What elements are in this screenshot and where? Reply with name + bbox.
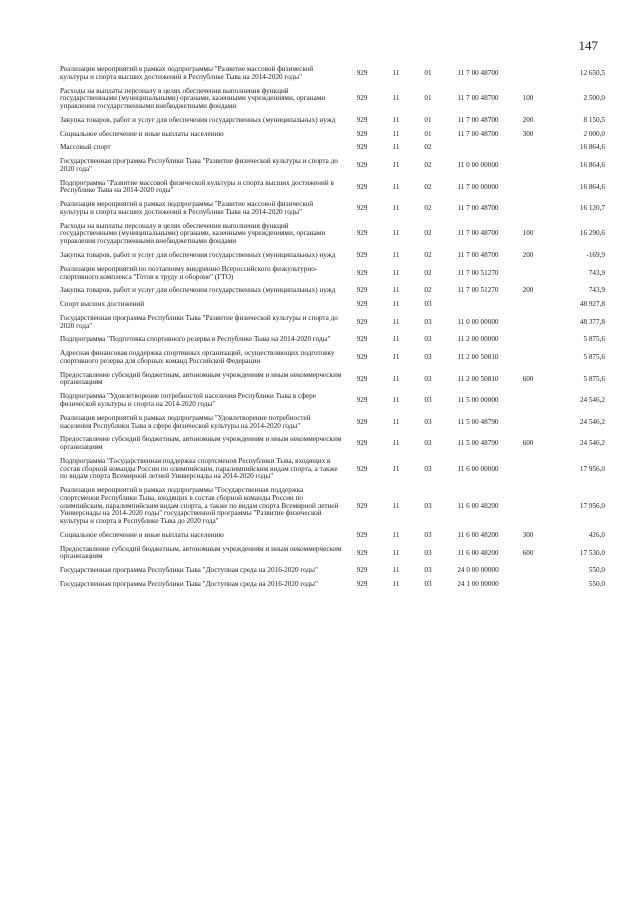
row-name: Расходы на выплаты персоналу в целях обеспечения выполнения функций государственными (муниципальными) органами, казенными учреждениями, органами управления государственными внебюджетными фондами [60, 221, 326, 246]
row-subsection-code: 02 [424, 268, 432, 277]
row-section-code: 11 [392, 317, 400, 326]
row-subsection-code: 02 [424, 229, 432, 238]
row-ved-code: 929 [356, 464, 368, 473]
table-row [60, 252, 605, 260]
row-ved-code: 929 [356, 335, 368, 344]
row-section-code: 11 [392, 530, 400, 539]
row-ved-code: 929 [356, 268, 368, 277]
row-expense-type [512, 393, 544, 409]
row-target-article: 11 7 00 48700 [457, 229, 499, 238]
row-subsection-code: 03 [424, 501, 432, 510]
row-amount: 16 290,6 [579, 229, 605, 238]
table-row [60, 88, 605, 111]
row-section-code: 11 [392, 548, 400, 557]
row-name: Реализация мероприятий в рамках подпрограммы "Удовлетворение потребностей населения Республики Тыва в сфере физической культуры на 2014-2020 годы" [60, 413, 311, 430]
row-ved-code: 929 [356, 143, 368, 152]
row-subsection-code: 03 [424, 417, 432, 426]
row-subsection-code: 03 [424, 335, 432, 344]
row-target-article: 11 0 00 00000 [457, 161, 499, 169]
row-name: Реализация мероприятий в рамках подпрограммы "Развитие массовой физической культуры и спорта высших достижений в Республике Тыва на 2014-2020 годы" [60, 200, 314, 216]
page-number: 147 [578, 38, 598, 53]
row-amount: 426,0 [588, 530, 605, 539]
row-amount: 24 546,2 [579, 396, 605, 405]
row-name: Адресная финансовая поддержка спортивных организаций, осуществляющих подготовку спортивного резерва для сборных команд Российской Федерации [60, 349, 335, 365]
row-name: Реализация мероприятий в рамках подпрограммы "Государственная поддержка спортсменов Республики Тыва, входящих в состав сборной команды России по олимпийским, паралимпийским видам спорта, а также по видам спорта Всемирной летней Универсиады на 2014-2020 годы" государственной программы "Развитие физической культуры и спорта в Республике Тыва до 2020 года" [60, 486, 339, 526]
row-target-article: 11 7 00 48700 [457, 204, 499, 213]
row-expense-type [512, 487, 544, 526]
row-amount: 16 864,6 [579, 161, 605, 169]
row-ved-code: 929 [356, 94, 368, 103]
row-expense-type: 600 [522, 439, 534, 448]
table-row [60, 546, 605, 562]
row-subsection-code: 01 [424, 129, 432, 138]
row-section-code: 11 [392, 396, 400, 405]
row-subsection-code: 02 [424, 204, 432, 213]
row-ved-code: 929 [356, 374, 368, 383]
row-amount: 17 530,0 [579, 548, 605, 557]
row-amount: 24 546,2 [579, 417, 605, 426]
row-target-article: 11 6 00 00000 [457, 464, 499, 473]
budget-rows [60, 66, 605, 589]
row-subsection-code: 03 [424, 317, 432, 326]
row-subsection-code: 01 [424, 68, 432, 77]
row-name: Подпрограмма "Удовлетворение потребностей населения Республики Тыва в сфере физической культуры и спорта на 2014-2020 годы" [60, 392, 316, 408]
row-ved-code: 929 [356, 439, 368, 448]
row-target-article: 11 6 00 48200 [457, 501, 499, 510]
row-target-article: 11 5 00 00000 [457, 396, 499, 405]
row-subsection-code: 02 [424, 161, 432, 169]
row-section-code: 11 [392, 335, 400, 344]
row-subsection-code: 03 [424, 439, 432, 448]
row-amount: 5 875,6 [583, 353, 605, 362]
row-section-code: 11 [392, 286, 400, 295]
row-ved-code: 929 [356, 251, 368, 260]
row-amount: 12 650,5 [579, 68, 605, 77]
row-target-article: 11 6 00 48200 [457, 548, 499, 557]
row-ved-code: 929 [356, 579, 368, 588]
row-amount: -169,9 [586, 251, 605, 260]
table-row [60, 301, 605, 309]
row-amount: 743,9 [588, 268, 605, 277]
row-section-code: 11 [392, 129, 400, 138]
row-target-article: 11 2 00 50810 [457, 374, 499, 383]
row-subsection-code: 01 [424, 115, 432, 124]
row-target-article [444, 144, 512, 152]
row-ved-code: 929 [356, 317, 368, 326]
row-name: Массовый спорт [60, 143, 111, 152]
row-target-article: 11 2 00 50810 [457, 353, 499, 362]
row-subsection-code: 02 [424, 286, 432, 295]
row-expense-type [512, 415, 544, 431]
row-target-article: 11 5 00 48790 [457, 417, 499, 426]
table-row [60, 372, 605, 388]
table-row [60, 201, 605, 217]
row-ved-code: 929 [356, 548, 368, 557]
row-subsection-code: 03 [424, 464, 432, 473]
row-name: Расходы на выплаты персоналу в целях обеспечения выполнения функций государственными (муниципальными) органами, казенными учреждениями, органами управления государственными внебюджетными фондами [60, 86, 326, 111]
row-expense-type: 100 [522, 229, 534, 238]
row-expense-type: 100 [522, 94, 534, 103]
row-ved-code: 929 [356, 229, 368, 238]
row-ved-code: 929 [356, 300, 368, 309]
row-ved-code: 929 [356, 353, 368, 362]
row-ved-code: 929 [356, 161, 368, 169]
row-ved-code: 929 [356, 286, 368, 295]
row-expense-type [512, 180, 544, 196]
row-target-article: 11 7 00 00000 [457, 182, 499, 191]
table-row [60, 415, 605, 431]
row-ved-code: 929 [356, 530, 368, 539]
row-expense-type [512, 201, 544, 217]
row-section-code: 11 [392, 161, 400, 169]
table-row [60, 458, 605, 481]
row-expense-type [512, 336, 544, 344]
row-name: Государственная программа Республики Тыва "Доступная среда на 2016-2020 годы" [60, 579, 318, 588]
row-section-code: 11 [392, 204, 400, 213]
table-row [60, 66, 605, 82]
row-section-code: 11 [392, 300, 400, 309]
row-target-article: 11 7 00 51270 [457, 268, 499, 277]
table-row [60, 180, 605, 196]
row-section-code: 11 [392, 251, 400, 260]
row-expense-type [512, 315, 544, 331]
row-amount: 550,0 [588, 579, 605, 588]
row-subsection-code: 02 [424, 182, 432, 191]
row-name: Спорт высших достижений [60, 300, 145, 309]
row-target-article: 11 7 00 48700 [457, 251, 499, 260]
row-target-article: 11 2 00 00000 [457, 335, 499, 344]
row-amount: 24 546,2 [579, 439, 605, 448]
table-row [60, 158, 605, 174]
table-row [60, 336, 605, 344]
table-row [60, 287, 605, 295]
row-section-code: 11 [392, 374, 400, 383]
row-amount: 550,0 [588, 566, 605, 575]
row-target-article: 24 0 00 00000 [457, 566, 499, 575]
table-row [60, 581, 605, 589]
row-target-article: 11 7 00 51270 [457, 286, 499, 295]
row-target-article: 24 1 00 00000 [457, 579, 499, 588]
row-section-code: 11 [392, 182, 400, 191]
row-expense-type [512, 158, 544, 174]
row-expense-type [512, 144, 544, 152]
row-subsection-code: 03 [424, 566, 432, 575]
row-amount: 17 956,0 [579, 501, 605, 510]
row-amount: 16 864,6 [579, 143, 605, 152]
row-subsection-code: 03 [424, 396, 432, 405]
row-target-article: 11 6 00 48200 [457, 530, 499, 539]
row-subsection-code: 03 [424, 530, 432, 539]
row-name: Государственная программа Республики Тыва "Развитие физической культуры и спорта до 2020 года" [60, 157, 338, 173]
row-expense-type [512, 567, 544, 575]
row-target-article [444, 301, 512, 309]
row-ved-code: 929 [356, 68, 368, 77]
row-section-code: 11 [392, 353, 400, 362]
table-row [60, 393, 605, 409]
row-subsection-code: 03 [424, 579, 432, 588]
row-name: Реализация мероприятий по поэтапному внедрению Всероссийского физкультурно-спортивного комплекса "Готов к труду и обороне" (ГТО) [60, 264, 318, 281]
table-row [60, 532, 605, 540]
table-row [60, 436, 605, 452]
row-expense-type: 600 [522, 374, 534, 383]
row-ved-code: 929 [356, 566, 368, 575]
row-target-article: 11 7 00 48700 [457, 129, 499, 138]
row-expense-type: 200 [522, 251, 534, 260]
row-name: Предоставление субсидий бюджетным, автономным учреждениям и иным некоммерческим организациям [60, 370, 342, 387]
row-target-article: 11 7 00 48700 [457, 115, 499, 124]
table-row [60, 223, 605, 246]
row-name: Подпрограмма "Подготовка спортивного резерва в Республике Тыва на 2014-2020 годы" [60, 335, 331, 344]
row-amount: 16 864,6 [579, 182, 605, 191]
table-row [60, 131, 605, 139]
row-expense-type [512, 66, 544, 82]
table-row [60, 266, 605, 282]
row-name: Государственная программа Республики Тыва "Доступная среда на 2016-2020 годы" [60, 566, 318, 575]
row-amount: 17 956,0 [579, 464, 605, 473]
table-row [60, 117, 605, 125]
row-ved-code: 929 [356, 501, 368, 510]
row-amount: 743,9 [588, 286, 605, 295]
row-section-code: 11 [392, 115, 400, 124]
row-name: Закупка товаров, работ и услуг для обеспечения государственных (муниципальных) нужд [60, 251, 336, 260]
row-expense-type: 300 [522, 129, 534, 138]
row-name: Закупка товаров, работ и услуг для обеспечения государственных (муниципальных) нужд [60, 286, 336, 295]
row-ved-code: 929 [356, 204, 368, 213]
row-name: Подпрограмма "Развитие массовой физической культуры и спорта высших достижений в Республике Тыва на 2014-2020 годы" [60, 178, 334, 195]
row-expense-type [512, 301, 544, 309]
row-expense-type [512, 266, 544, 282]
row-ved-code: 929 [356, 417, 368, 426]
row-name: Закупка товаров, работ и услуг для обеспечения государственных (муниципальных) нужд [60, 115, 336, 124]
row-ved-code: 929 [356, 129, 368, 138]
row-section-code: 11 [392, 229, 400, 238]
row-amount: 48 927,8 [579, 300, 605, 309]
row-subsection-code: 03 [424, 374, 432, 383]
row-name: Подпрограмма "Государственная поддержка спортсменов Республики Тыва, входящих в состав сборной команды России по олимпийским, паралимпийским видам спорта, а также по видам спорта Всемирной летней Универсиады на 2014-2020 годы" [60, 456, 338, 481]
row-expense-type [512, 350, 544, 366]
row-section-code: 11 [392, 268, 400, 277]
row-target-article: 11 5 00 48790 [457, 439, 499, 448]
row-name: Предоставление субсидий бюджетным, автономным учреждениям и иным некоммерческим организациям [60, 544, 342, 561]
row-section-code: 11 [392, 579, 400, 588]
row-section-code: 11 [392, 501, 400, 510]
row-amount: 16 120,7 [579, 204, 605, 213]
row-amount: 2 000,0 [583, 129, 605, 138]
row-subsection-code: 03 [424, 300, 432, 309]
row-amount: 5 875,6 [583, 374, 605, 383]
row-expense-type: 200 [522, 115, 534, 124]
row-section-code: 11 [392, 439, 400, 448]
row-ved-code: 929 [356, 396, 368, 405]
budget-table [60, 66, 605, 589]
row-section-code: 11 [392, 417, 400, 426]
row-subsection-code: 02 [424, 251, 432, 260]
table-row [60, 567, 605, 575]
row-name: Предоставление субсидий бюджетным, автономным учреждениям и иным некоммерческим организациям [60, 435, 342, 452]
table-row [60, 350, 605, 366]
row-subsection-code: 02 [424, 143, 432, 152]
row-ved-code: 929 [356, 115, 368, 124]
row-name: Государственная программа Республики Тыва "Развитие физической культуры и спорта до 2020 года" [60, 313, 338, 330]
row-expense-type [512, 581, 544, 589]
row-target-article: 11 7 00 48700 [457, 94, 499, 103]
row-section-code: 11 [392, 94, 400, 103]
row-subsection-code: 01 [424, 94, 432, 103]
row-target-article: 11 7 00 48700 [457, 68, 499, 77]
row-amount: 8 150,5 [583, 115, 605, 124]
row-amount: 5 875,6 [583, 335, 605, 344]
row-section-code: 11 [392, 464, 400, 473]
row-expense-type [512, 458, 544, 481]
row-name: Социальное обеспечение и иные выплаты населению [60, 530, 224, 539]
row-section-code: 11 [392, 566, 400, 575]
row-subsection-code: 03 [424, 548, 432, 557]
row-section-code: 11 [392, 68, 400, 77]
row-amount: 2 500,0 [583, 94, 605, 103]
row-expense-type: 300 [522, 530, 534, 539]
row-ved-code: 929 [356, 182, 368, 191]
table-row [60, 315, 605, 331]
table-row [60, 487, 605, 526]
row-name: Социальное обеспечение и иные выплаты населению [60, 129, 224, 138]
row-subsection-code: 03 [424, 353, 432, 362]
row-expense-type: 200 [522, 286, 534, 295]
row-section-code: 11 [392, 143, 400, 152]
row-target-article: 11 0 00 00000 [457, 317, 499, 326]
row-expense-type: 600 [522, 548, 534, 557]
row-name: Реализация мероприятий в рамках подпрограммы "Развитие массовой физической культуры и спорта высших достижений в Республике Тыва на 2014-2020 годы" [60, 65, 314, 81]
table-row [60, 144, 605, 152]
row-amount: 48 377,8 [579, 317, 605, 326]
